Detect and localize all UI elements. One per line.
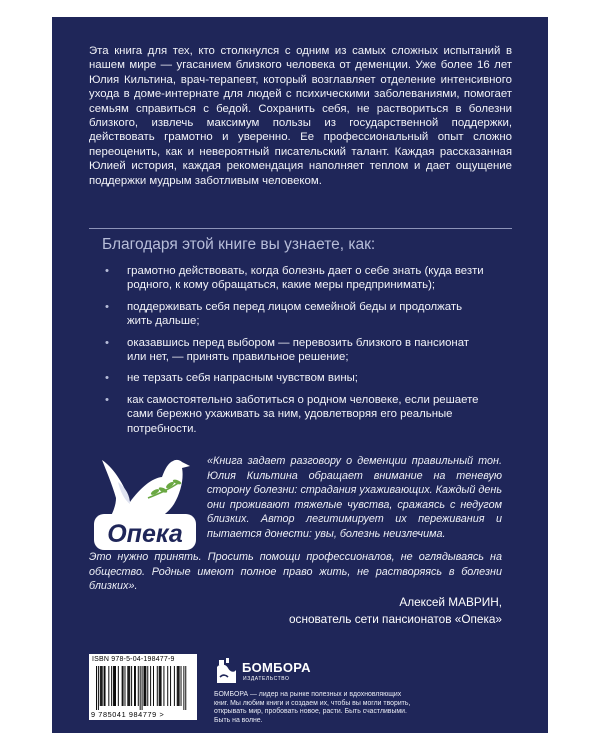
barcode-bar <box>144 666 145 706</box>
barcode-bar <box>135 666 136 706</box>
barcode-box <box>89 654 197 720</box>
list-item-text: как самостоятельно заботиться о родном человеке, если решаете сами бережно ухаживать за ним, удовлетворяя его реальные потребности. <box>127 393 479 435</box>
barcode-bar <box>114 666 115 706</box>
barcode-bar <box>125 666 126 706</box>
isbn-label: ISBN 978-5-04-198477-9 <box>92 656 175 663</box>
list-item <box>102 300 487 329</box>
barcode-bar <box>115 666 116 706</box>
barcode-bar <box>185 666 186 710</box>
section-divider <box>89 228 512 229</box>
bullet-icon: • <box>105 372 109 385</box>
list-item <box>102 393 487 436</box>
barcode-bar <box>118 666 119 706</box>
barcode-bar <box>145 666 146 706</box>
list-item <box>102 264 487 293</box>
bullet-icon: • <box>105 265 109 277</box>
barcode-bar <box>105 666 106 706</box>
barcode-bar <box>134 666 135 706</box>
barcode-bar <box>113 666 114 706</box>
quote-part-2: Это нужно принять. Просить помощи профессионалов, не оглядываясь на общество. Родные имеют полное право жить, не растворяясь в болезни близких». <box>89 551 502 592</box>
list-item-text: оказавшись перед выбором — перевозить близкого в пансионат или нет, — принять правильное решение; <box>127 336 470 364</box>
intro-paragraph: Эта книга для тех, кто столкнулся с одним из самых сложных испытаний в нашем мире — угасанием близкого человека от деменции. Уже более 16 лет Юлия Кильтина, врач-терапевт, который возглавляет отделение интенсивного ухода в доме-интернате для людей с психическими заболеваниями, помогает семьям справиться с бедой. Сохранить себя, не раствориться в болезни близкого, извлечь максимум пользы из государственной поддержки, действовать грамотно и уверенно. Ее профессиональный опыт сложно переоценить, как и невероятный писательский талант. Каждая рассказанная Юлией история, каждая рекомендация наполняет теплом и дает ощущение поддержки мудрым заботливым человеком. <box>89 45 512 187</box>
quote-part-1: «Книга задает разговору о деменции правильный тон. Юлия Кильтина обращает внимание на теневую сторону болезни: страдания ухаживающих. Каждый день они проживают тяжелые чувства, сражаясь с недугом близких. Автор легитимирует их переживания и пытается донести: увы, болезнь неизлечима. <box>207 455 502 540</box>
barcode-bar <box>123 666 124 706</box>
barcode-bar <box>183 666 184 710</box>
barcode-bar <box>128 666 129 706</box>
publisher-name: БОМБОРА <box>242 660 311 675</box>
barcode-bar <box>174 666 175 706</box>
barcode-bar <box>167 666 168 706</box>
barcode-bar <box>147 666 148 706</box>
barcode-bar <box>142 666 143 710</box>
barcode-bar <box>157 666 158 706</box>
barcode-icon <box>96 666 191 710</box>
logo-wordmark: Опека <box>107 520 183 548</box>
book-back-cover <box>52 17 548 733</box>
bullet-icon: • <box>105 393 109 406</box>
list-item-text: не терзать себя напрасным чувством вины; <box>127 372 358 385</box>
barcode-bar <box>160 666 161 706</box>
barcode-bar <box>178 666 179 706</box>
barcode-bar <box>144 666 145 706</box>
learn-heading: Благодаря этой книге вы узнаете, как: <box>102 236 376 253</box>
barcode-bar <box>111 666 112 706</box>
barcode-bar <box>177 666 178 706</box>
quote-author-name: Алексей МАВРИН, <box>399 595 502 609</box>
publisher-logo <box>214 657 344 687</box>
barcode-bar <box>153 666 154 706</box>
barcode-bar <box>127 666 128 706</box>
barcode-bar <box>170 666 171 706</box>
barcode-bar <box>181 666 182 706</box>
publisher-sub: ИЗДАТЕЛЬСТВО <box>243 676 290 682</box>
bombora-wave-icon <box>214 657 238 685</box>
barcode-bar <box>150 666 151 706</box>
barcode-bar <box>98 666 99 710</box>
barcode-bar <box>96 666 97 710</box>
barcode-bar <box>122 666 123 706</box>
barcode-bar <box>129 666 130 706</box>
bullet-icon: • <box>105 336 109 349</box>
barcode-bar <box>140 666 141 710</box>
barcode-bar <box>179 666 180 706</box>
bullet-icon: • <box>105 300 109 313</box>
barcode-bar <box>102 666 103 706</box>
barcode-bar <box>131 666 132 706</box>
barcode-bar <box>159 666 160 706</box>
learn-list <box>102 264 487 443</box>
barcode-bar <box>161 666 162 706</box>
list-item <box>102 336 487 365</box>
barcode-bar <box>163 666 164 706</box>
opeka-logo <box>92 448 198 552</box>
list-item <box>102 371 487 385</box>
list-item-text: грамотно действовать, когда болезнь дает о себе знать (куда везти родного, к кому обращаться, какие меры предпринимать); <box>127 265 484 292</box>
publisher-description: БОМБОРА — лидер на рынке полезных и вдохновляющих книг. Мы любим книги и создаем их, чтобы вы могли творить, открывать мир, пробовать новое, расти. Быть счастливыми. Быть на волне. <box>214 691 411 724</box>
dove-icon <box>92 448 198 552</box>
barcode-bar <box>138 666 139 706</box>
quote-author-role: основатель сети пансионатов «Опека» <box>289 612 502 626</box>
barcode-digits: 9 785041 984779 > <box>91 710 165 719</box>
barcode-bar <box>101 666 102 706</box>
barcode-bar <box>108 666 109 706</box>
list-item-text: поддерживать себя перед лицом семейной беды и продолжать жить дальше; <box>127 300 463 328</box>
barcode-bar <box>104 666 105 706</box>
barcode-bar <box>100 666 101 706</box>
